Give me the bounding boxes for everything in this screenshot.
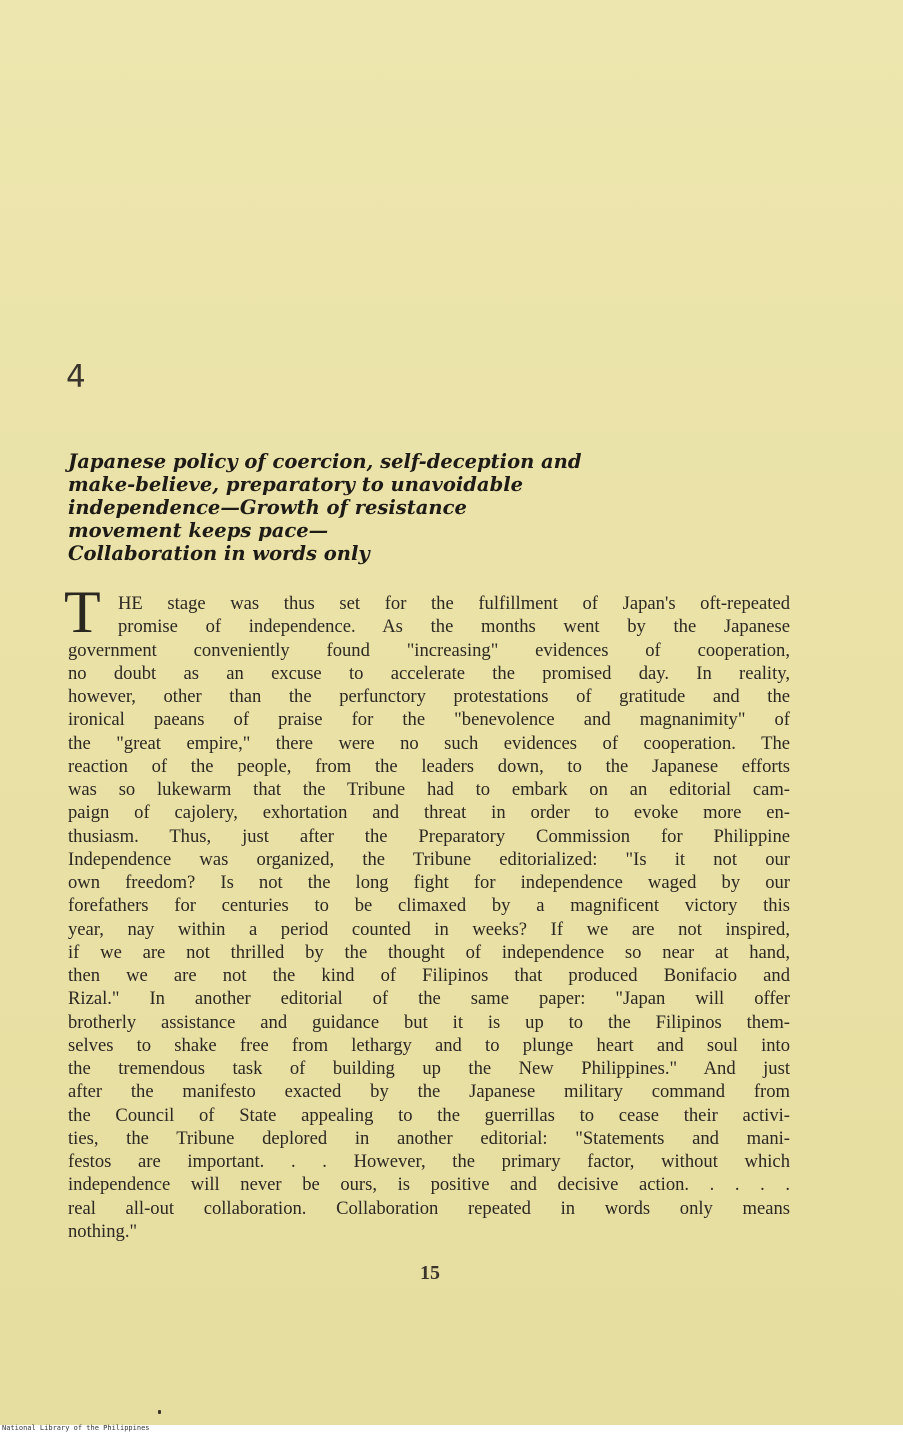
body-line: Independence was organized, the Tribune editorialized: "Is it not our [68,848,790,870]
body-line: real all-out collaboration. Collaboration repeated in words only means [68,1197,790,1219]
body-line: the "great empire," there were no such evidences of cooperation. The [68,732,790,754]
drop-cap: T [64,579,101,645]
footer-credit: National Library of the Philippines [2,1424,150,1432]
body-line: if we are not thrilled by the thought of independence so near at hand, [68,941,790,963]
body-line: thusiasm. Thus, just after the Preparatory Commission for Philippine [68,825,790,847]
body-line: own freedom? Is not the long fight for independence waged by our [68,872,790,893]
chapter-heading-line: independence—Growth of resistance [68,496,467,519]
chapter-heading-line: movement keeps pace— [68,519,329,542]
body-paragraph [68,592,790,1243]
page-number: 15 [420,1262,440,1284]
body-line: promise of independence. As the months went by the Japanese [118,616,790,638]
ink-speck [158,1410,161,1414]
body-line: year, nay within a period counted in weeks? If we are not inspired, [68,918,790,940]
body-line: the tremendous task of building up the New Philippines." And just [68,1058,790,1079]
body-line: forefathers for centuries to be climaxed by a magnificent victory this [68,895,790,917]
body-line: government conveniently found "increasing" evidences of cooperation, [68,639,790,661]
body-line: ties, the Tribune deplored in another editorial: "Statements and mani- [68,1127,790,1149]
chapter-heading-line: make-believe, preparatory to unavoidable [68,473,524,496]
body-line: the Council of State appealing to the guerrillas to cease their activi- [68,1104,790,1126]
chapter-heading [68,450,768,565]
chapter-heading-line: Collaboration in words only [68,542,370,565]
body-line: however, other than the perfunctory protestations of gratitude and the [68,686,790,707]
body-line: HE stage was thus set for the fulfillment of Japan's oft-repeated [118,593,790,614]
body-line: selves to shake free from lethargy and to plunge heart and soul into [68,1034,790,1056]
body-line: nothing." [68,1220,138,1242]
body-line: independence will never be ours, is positive and decisive action. . . . . [68,1174,790,1196]
chapter-number: 4 [66,359,86,395]
body-line: reaction of the people, from the leaders down, to the Japanese efforts [68,755,790,777]
chapter-heading-line: Japanese policy of coercion, self-deception and [68,450,582,473]
body-line: then we are not the kind of Filipinos that produced Bonifacio and [68,965,790,986]
body-line: was so lukewarm that the Tribune had to embark on an editorial cam- [68,779,790,800]
body-line: brotherly assistance and guidance but it is up to the Filipinos them- [68,1011,790,1033]
body-line: ironical paeans of praise for the "benevolence and magnanimity" of [68,709,790,731]
body-line: after the manifesto exacted by the Japanese military command from [68,1081,790,1103]
body-line: no doubt as an excuse to accelerate the promised day. In reality, [68,662,790,684]
body-line: festos are important. . . However, the primary factor, without which [68,1151,790,1172]
body-line: paign of cajolery, exhortation and threat in order to evoke more en- [68,802,790,824]
body-line: Rizal." In another editorial of the same paper: "Japan will offer [68,988,790,1010]
